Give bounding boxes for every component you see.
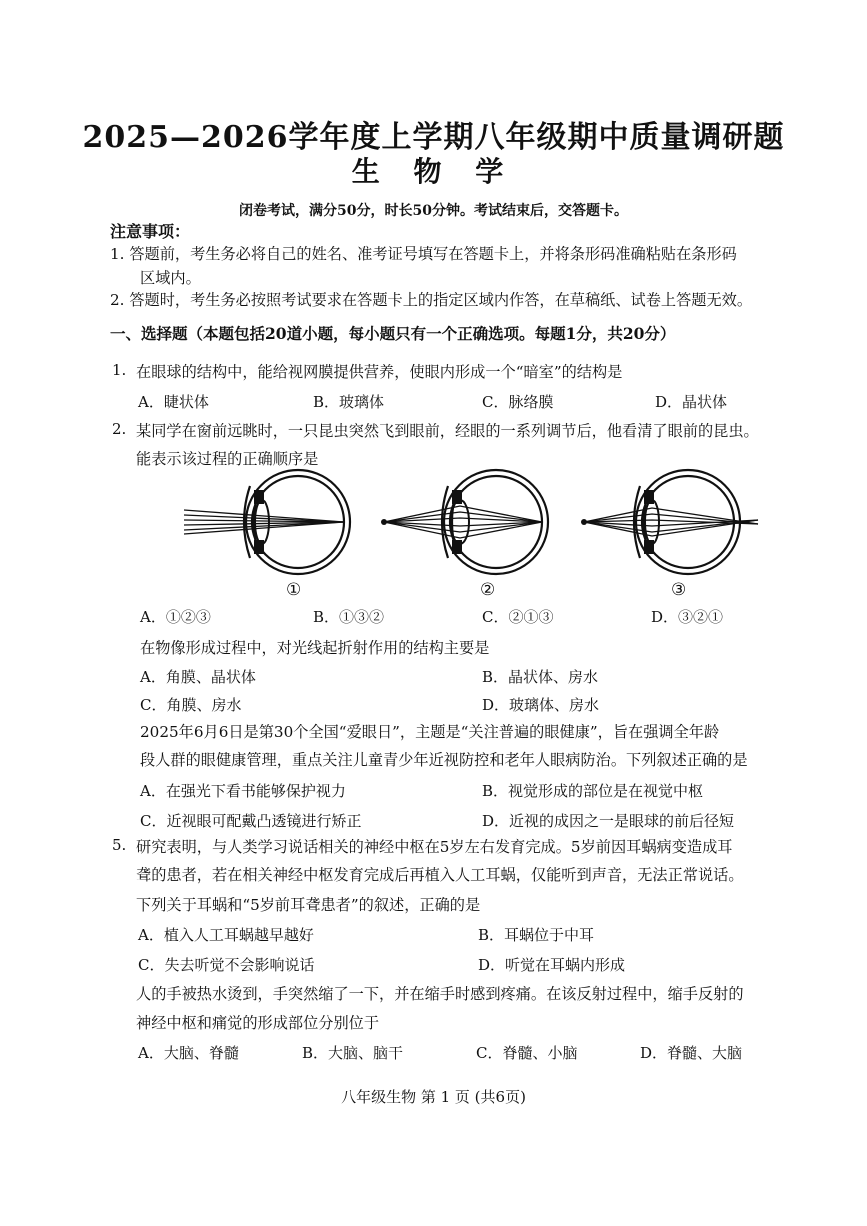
exam-title: 2025—2026学年度上学期八年级期中质量调研题 (82, 120, 785, 155)
question-stem: 研究表明，与人类学习说话相关的神经中枢在5岁左右发育完成。5岁前因耳蜗病变造成耳 (136, 838, 733, 856)
notice-item-1: 1. 答题前，考生务必将自己的姓名、准考证号填写在答题卡上，并将条形码准确粘贴在条形码 (110, 245, 737, 263)
option-a: A．角膜、晶状体 (140, 668, 256, 686)
option-b: B．视觉形成的部位是在视觉中枢 (482, 782, 704, 800)
option-c: C．近视眼可配戴凸透镜进行矫正 (140, 812, 362, 830)
option-c: C．②①③ (482, 608, 554, 626)
option-b: B．大脑、脑干 (302, 1044, 404, 1062)
eye-diagram-3 (578, 468, 763, 576)
option-d: D．近视的成因之一是眼球的前后径短 (482, 812, 735, 830)
option-a: A．睫状体 (138, 393, 209, 411)
option-b: B．①③② (313, 608, 385, 626)
option-a: A．大脑、脊髓 (138, 1044, 239, 1062)
option-d: D．晶状体 (655, 393, 728, 411)
option-c: C．脊髓、小脑 (476, 1044, 578, 1062)
page-footer: 八年级生物 第 1 页 (共6页) (341, 1088, 526, 1106)
question-stem: 某同学在窗前远眺时，一只昆虫突然飞到眼前，经眼的一系列调节后，他看清了眼前的昆虫。 (136, 422, 759, 440)
option-a: A．植入人工耳蜗越早越好 (138, 926, 314, 944)
option-c: C．失去听觉不会影响说话 (138, 956, 315, 974)
exam-info: 闭卷考试，满分50分，时长50分钟。考试结束后，交答题卡。 (239, 203, 628, 219)
question-stem: 在眼球的结构中，能给视网膜提供营养，使眼内形成一个“暗室”的结构是 (136, 363, 623, 381)
question-stem-cont: 段人群的眼健康管理，重点关注儿童青少年近视防控和老年人眼病防治。下列叙述正确的是 (140, 751, 748, 769)
figure-label-3: ③ (671, 580, 687, 600)
question-stem-cont: 神经中枢和痛觉的形成部位分别位于 (136, 1014, 379, 1032)
question-stem: 在物像形成过程中，对光线起折射作用的结构主要是 (140, 639, 490, 657)
question-stem-cont: 能表示该过程的正确顺序是 (136, 450, 319, 468)
figure-label-1: ① (286, 580, 302, 600)
option-d: D．听觉在耳蜗内形成 (478, 956, 626, 974)
question-stem-cont: 聋的患者，若在相关神经中枢发育完成后再植入人工耳蜗，仅能听到声音，无法正常说话。 (136, 866, 744, 884)
section-heading: 一、选择题（本题包括20道小题，每小题只有一个正确选项。每题1分，共20分） (110, 324, 676, 343)
option-d: D．③②① (651, 608, 724, 626)
question-stem: 人的手被热水烫到，手突然缩了一下，并在缩手时感到疼痛。在该反射过程中，缩手反射的 (136, 985, 744, 1003)
question-stem-cont: 下列关于耳蜗和“5岁前耳聋患者”的叙述，正确的是 (136, 896, 481, 914)
option-c: C．角膜、房水 (140, 696, 242, 714)
notice-heading: 注意事项： (110, 222, 191, 241)
notice-item-2: 2. 答题时，考生务必按照考试要求在答题卡上的指定区域内作答，在草稿纸、试卷上答题无效。 (110, 291, 753, 309)
eye-diagram-2 (378, 468, 553, 576)
option-d: D．玻璃体、房水 (482, 696, 600, 714)
option-d: D．脊髓、大脑 (640, 1044, 743, 1062)
question-number: 2. (112, 420, 127, 438)
option-b: B．玻璃体 (313, 393, 385, 411)
option-b: B．晶状体、房水 (482, 668, 599, 686)
question-number: 5. (112, 836, 127, 854)
option-a: A．在强光下看书能够保护视力 (140, 782, 346, 800)
figure-label-2: ② (480, 580, 496, 600)
option-a: A．①②③ (140, 608, 211, 626)
option-b: B．耳蜗位于中耳 (478, 926, 595, 944)
option-c: C．脉络膜 (482, 393, 554, 411)
eye-diagram-1 (180, 468, 355, 576)
notice-item-1-cont: 区域内。 (140, 269, 201, 287)
subject-title: 生 物 学 (351, 155, 516, 188)
question-number: 1. (112, 361, 127, 379)
question-stem: 2025年6月6日是第30个全国“爱眼日”，主题是“关注普遍的眼健康”，旨在强调全年龄 (140, 723, 720, 741)
